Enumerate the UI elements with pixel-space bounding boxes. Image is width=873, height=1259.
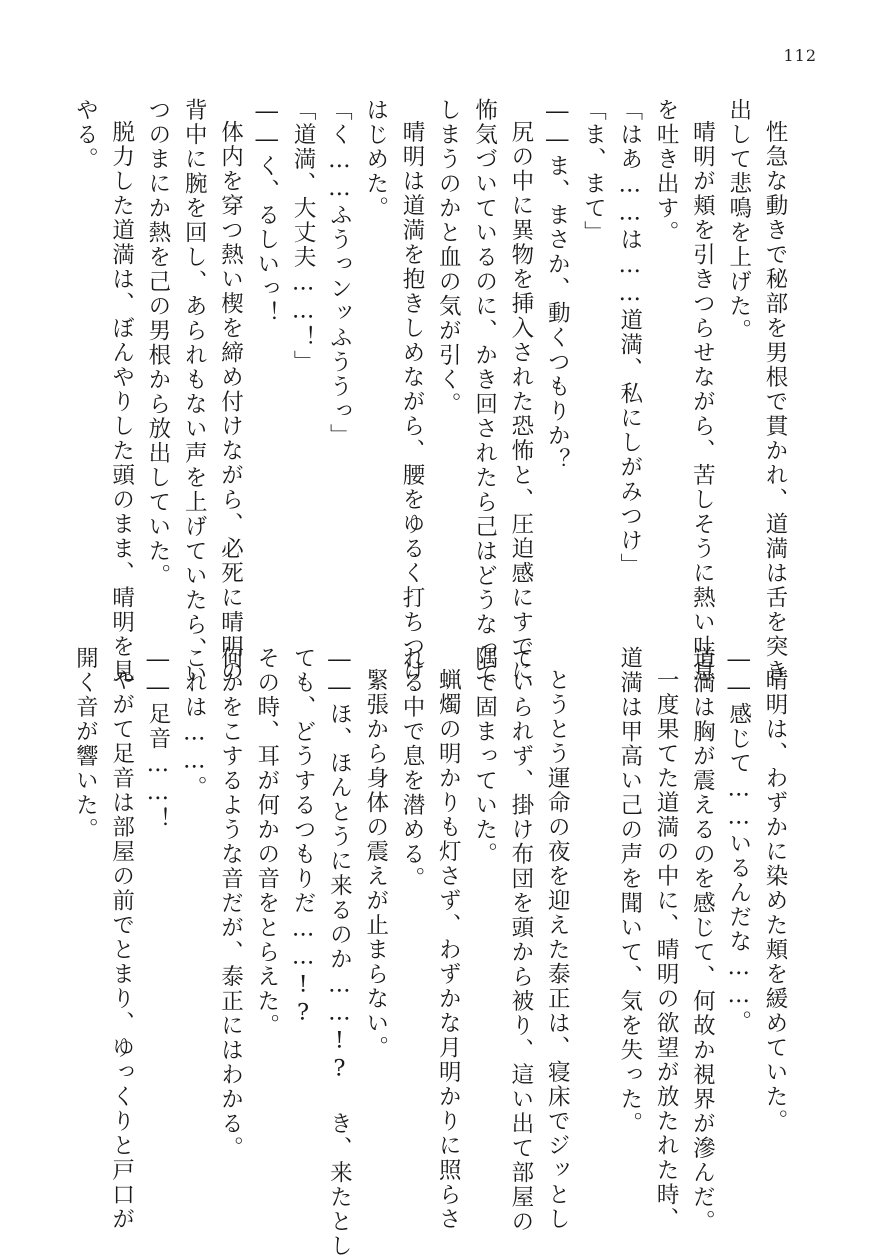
text-column: 「ま、まて」 <box>580 98 607 245</box>
text-column: 怖気づいているのに、かき回されたら己はどうなって <box>471 98 498 686</box>
text-column: 尻の中に異物を挿入された恐怖と、圧迫感にすでに <box>507 120 534 684</box>
text-column: つのまにか熱を己の男根から放出していた。 <box>144 98 171 588</box>
text-column: しまうのかと血の気が引く。 <box>435 98 462 417</box>
text-column: 緊張から身体の震えが止まらない。 <box>362 668 389 1060</box>
text-column: ――足音……！ <box>144 646 171 832</box>
lower-text-block <box>72 646 790 1259</box>
text-column: 「道満、大丈夫……！」 <box>290 98 317 375</box>
text-column: 背中に腕を回し、あられもない声を上げていたら、い <box>181 98 208 686</box>
text-column: 道満は甲高い己の声を聞いて、気を失った。 <box>616 646 643 1136</box>
text-column: れる中で息を潜める。 <box>399 646 425 891</box>
text-column: これは……。 <box>181 646 208 800</box>
upper-text-block <box>72 98 790 686</box>
text-column: 「はあ……は……道満、私にしがみつけ」 <box>616 98 643 578</box>
text-column: 蝋燭の明かりも灯さず、わずかな月明かりに照らさ <box>435 668 462 1232</box>
text-column: 隅で固まっていた。 <box>471 646 498 867</box>
text-column: 体内を穿つ熱い楔を締め付けながら、必死に晴明の <box>217 120 244 684</box>
text-column: 晴明は道満を抱きしめながら、腰をゆるく打ちつけ <box>399 120 425 684</box>
text-column: 一度果てた道満の中に、晴明の欲望が放たれた時、 <box>653 668 680 1232</box>
text-column: ――ま、まさか、動くつもりか？ <box>544 98 571 473</box>
text-column: を吐き出す。 <box>653 98 680 245</box>
text-column: ていられず、掛け布団を頭から被り、這い出て部屋の <box>507 646 534 1234</box>
text-column: ――感じて……いるんだな……。 <box>725 646 752 1035</box>
text-column: 開く音が響いた。 <box>72 646 99 842</box>
text-column: 晴明は、わずかに染めた頬を緩めていた。 <box>762 668 788 1134</box>
text-column: 何かをこするような音だが、泰正にはわかる。 <box>217 646 244 1161</box>
text-column: 道満は胸が震えるのを感じて、何故か視界が滲んだ。 <box>689 646 716 1234</box>
text-column: 脱力した道満は、ぼんやりした頭のまま、晴明を見 <box>108 120 135 684</box>
text-column: とうとう運命の夜を迎えた泰正は、寝床でジッとし <box>544 668 571 1232</box>
page-number: 112 <box>783 46 817 65</box>
text-column: ――く、るしいっ！ <box>253 98 280 326</box>
text-column: 出して悲鳴を上げた。 <box>725 98 752 343</box>
text-column: ても、どうするつもりだ……!? <box>290 646 317 1028</box>
text-column: 性急な動きで秘部を男根で貫かれ、道満は舌を突き <box>762 120 788 684</box>
text-column: やがて足音は部屋の前でとまり、ゆっくりと戸口が <box>108 668 135 1232</box>
text-column: 「く……ふうっンッふううっ」 <box>326 98 353 448</box>
text-column: その時、耳が何かの音をとらえた。 <box>253 646 280 1038</box>
text-column: ――ほ、ほんとうに来るのか……!? き、来たとし <box>326 646 353 1259</box>
text-column: やる。 <box>72 98 99 172</box>
text-column: はじめた。 <box>362 98 389 221</box>
text-column: 晴明が頬を引きつらせながら、苦しそうに熱い吐息 <box>689 120 716 684</box>
